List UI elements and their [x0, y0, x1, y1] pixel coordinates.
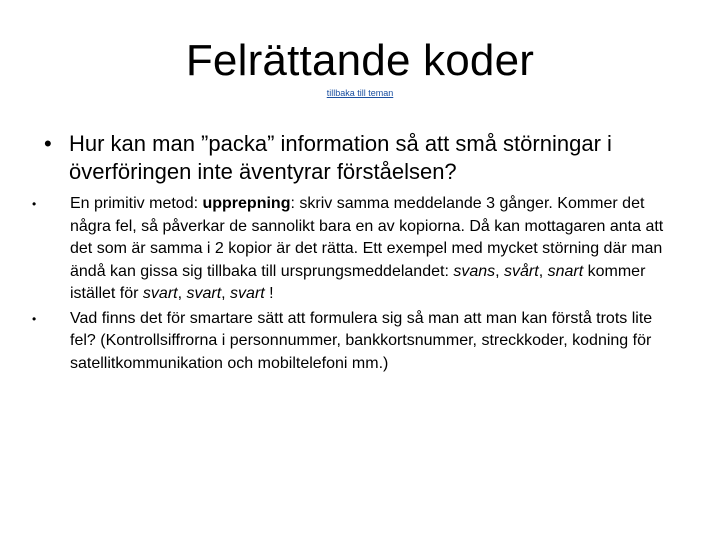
bullet-marker: • — [32, 311, 37, 326]
back-link-container — [0, 88, 720, 99]
bullet-marker: • — [44, 131, 52, 156]
text-segment: svart — [186, 285, 222, 302]
text-segment: : skriv samma meddelande 3 gånger. Kommer det några fel, så påverkar de sannolikt bara en av kopiorna. Då kan mottagaren anta att det som är samma i 2 kopior är det rätta. Ett exempel med mycket störning där man ändå kan gissa sig tillbaka till ursprungsmeddelandet: — [70, 195, 664, 280]
text-segment: kommer istället för — [70, 262, 646, 302]
main-bullet-text: Hur kan man ”packa” information så att små störningar i överföringen inte äventyrar förståelsen? — [69, 131, 612, 184]
sub-bullet-text — [70, 195, 663, 302]
text-segment: , — [538, 262, 548, 280]
text-segment: svans — [453, 262, 496, 280]
text-segment: , — [495, 262, 505, 280]
back-to-topics-link[interactable]: tillbaka till teman — [326, 88, 394, 98]
sub-bullet-list — [32, 193, 672, 377]
text-segment: upprepning — [202, 195, 291, 212]
text-segment: svårt — [504, 262, 539, 280]
bullet-marker: • — [32, 197, 37, 211]
text-segment: ! — [264, 285, 274, 302]
text-segment: , — [221, 285, 231, 302]
text-segment: , — [177, 285, 187, 302]
text-segment: Vad finns det för smartare sätt att formulera sig så man att man kan förstå trots lite fel? (Kontrollsiffrorna i personnummer, bankkortsnummer, streckkoder, kodning för satellitkommunikation och mobiltelefoni mm.) — [70, 309, 653, 372]
text-segment: snart — [547, 262, 584, 280]
sub-bullet-item — [32, 308, 672, 376]
main-bullet — [44, 130, 684, 186]
sub-bullet-item — [32, 193, 672, 306]
text-segment: svart — [230, 285, 265, 302]
text-segment: svart — [142, 285, 178, 302]
sub-bullet-text — [70, 310, 652, 372]
page-title: Felrättande koder — [185, 36, 535, 85]
text-segment: En primitiv metod: — [70, 195, 203, 212]
